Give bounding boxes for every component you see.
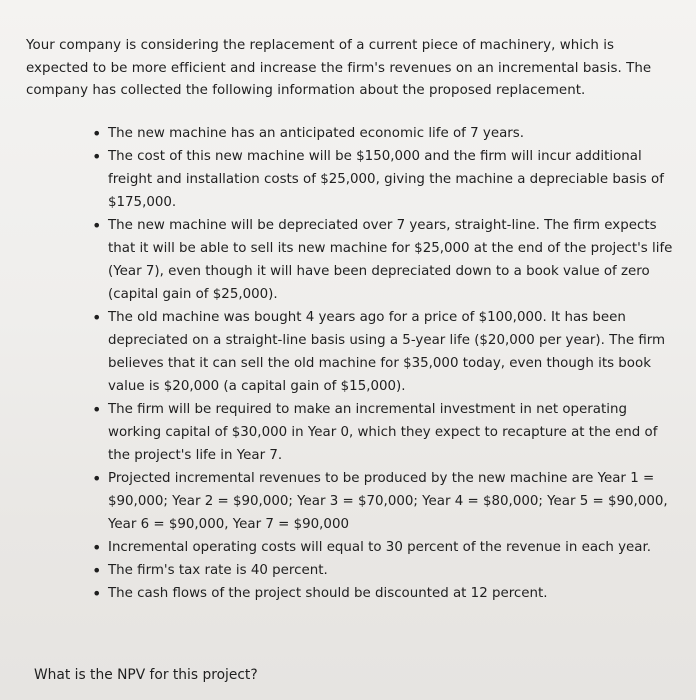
list-item-text: The new machine has an anticipated economic life of 7 years. (108, 126, 525, 141)
intro-paragraph (26, 35, 666, 103)
bullet-icon: • (92, 147, 102, 166)
list-item (90, 145, 680, 214)
bullet-icon: • (92, 538, 102, 557)
bullet-icon: • (92, 124, 102, 143)
bullet-icon: • (92, 469, 102, 488)
list-item-text: The cost of this new machine will be $150,000 and the firm will incur additional freight and installation costs of $25,000, giving the machine a depreciable basis of $175,000. (108, 149, 664, 210)
list-item-text: The cash flows of the project should be discounted at 12 percent. (108, 586, 548, 601)
list-item-text: The new machine will be depreciated over 7 years, straight-line. The firm expects that it will be able to sell its new machine for $25,000 at the end of the project's life (Year 7), even though it will have been depreciated down to a book value of zero (capital gain of $25,000). (108, 218, 673, 302)
intro-text: Your company is considering the replacement of a current piece of machinery, which is expected to be more efficient and increase the firm's revenues on an incremental basis. The company has collected the following information about the proposed replacement. (26, 38, 652, 98)
list-item-text: Projected incremental revenues to be produced by the new machine are Year 1 = $90,000; Year 2 = $90,000; Year 3 = $70,000; Year 4 = $80,000; Year 5 = $90,000, Year 6 = $90,000, Year 7 = $90,000 (108, 471, 668, 532)
list-item (90, 214, 680, 306)
list-item-text: The firm's tax rate is 40 percent. (108, 563, 328, 578)
assumptions-list (90, 122, 680, 605)
list-item (90, 582, 680, 605)
bullet-icon: • (92, 561, 102, 580)
bullet-icon: • (92, 400, 102, 419)
bullet-icon: • (92, 308, 102, 327)
list-item (90, 398, 680, 467)
list-item-text: The firm will be required to make an incremental investment in net operating working capital of $30,000 in Year 0, which they expect to recapture at the end of the project's life in Year 7. (108, 402, 658, 463)
list-item (90, 122, 680, 145)
question-text: What is the NPV for this project? (34, 667, 258, 683)
list-item (90, 306, 680, 398)
bullet-icon: • (92, 216, 102, 235)
list-item (90, 559, 680, 582)
list-item (90, 536, 680, 559)
list-item-text: The old machine was bought 4 years ago for a price of $100,000. It has been depreciated on a straight-line basis using a 5-year life ($20,000 per year). The firm believes that it can sell the old machine for $35,000 today, even though its book value is $20,000 (a capital gain of $15,000). (108, 310, 666, 394)
list-item (90, 467, 680, 536)
list-item-text: Incremental operating costs will equal to 30 percent of the revenue in each year. (108, 540, 652, 555)
bullet-icon: • (92, 584, 102, 603)
